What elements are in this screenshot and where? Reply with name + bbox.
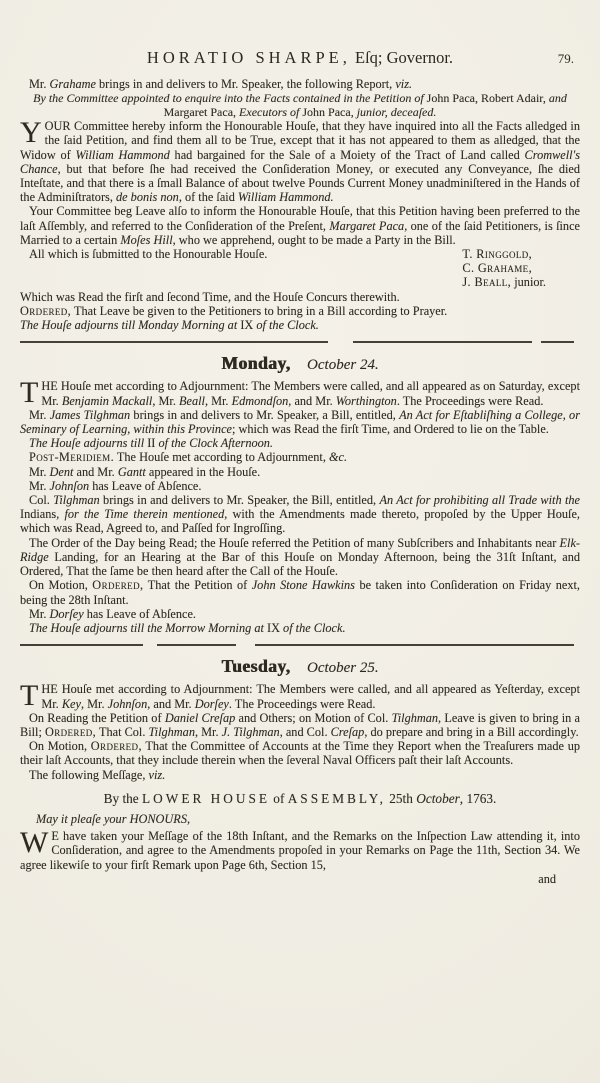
report-intro-line: Mr. Grahame brings in and delivers to Mr. Speaker, the following Report, viz.: [29, 77, 413, 91]
divider-segment: [353, 341, 532, 343]
honours-salutation: May it pleaſe your HONOURS,: [36, 811, 191, 826]
section-divider: [20, 341, 580, 345]
monday-johnson-leave: Mr. Johnſon has Leave of Abſence.: [29, 478, 202, 493]
section-divider: [20, 644, 580, 648]
submission-row: [20, 247, 580, 290]
page-content: [20, 77, 580, 886]
monday-opening: THE Houſe met according to Adjournment: The Members were called, and all appeared as on Saturday, except Mr. Benjamin Mackall, Mr. Beall, Mr. Edmondſon, and Mr. Worthington. The Proceedings were Read.: [20, 376, 580, 410]
page-title: HORATIO SHARPE, Eſq; Governor.: [146, 48, 454, 67]
tuesday-heading: [20, 656, 580, 677]
monday-adjourn-line: The Houſe adjourns till the Morrow Morning at IX of the Clock.: [29, 620, 346, 635]
monday-tilghman-bill: Mr. James Tilghman brings in and delivers to Mr. Speaker, a Bill, entitled, An Act for Eſtabliſhing a College, or Seminary of Learning, within this Province; which was Read the firſt Time, and Ordered to lie on the Table.: [20, 407, 580, 437]
monday-day-name: Monday,: [221, 353, 291, 374]
monday-adjourn-afternoon: The Houſe adjourns till II of the Clock Afternoon.: [29, 436, 274, 451]
monday-indian-trade-bill: Col. Tilghman brings in and delivers to Mr. Speaker, the Bill, entitled, An Act for prohibiting all Trade with the Indians, for the Time therein mentioned, with the Amendments made thereto, propoſed by the Upper Houſe, which was Read, Agreed to, and Paſſed for Ingroſſing.: [20, 493, 581, 536]
page-number: 79.: [557, 51, 574, 66]
divider-segment: [20, 341, 328, 343]
page-header: [0, 48, 600, 68]
signature-ringgold: T. Ringgold,: [462, 247, 533, 262]
monday-post-meridiem: Post-Meridiem. The Houſe met according to Adjournment, &c.: [29, 450, 348, 465]
tuesday-day-name: Tuesday,: [221, 656, 291, 677]
report-ordered-line: Ordered, That Leave be given to the Petitioners to bring in a Bill according to Prayer.: [20, 303, 448, 318]
monday-dorsey-leave: Mr. Dorſey has Leave of Abſence.: [29, 606, 196, 621]
tuesday-opening: THE Houſe met according to Adjournment: The Members were called, and all appeared as Yeſterday, except Mr. Key, Mr. Johnſon, and Mr. Dorſey. The Proceedings were Read.: [20, 679, 580, 713]
divider-segment: [20, 644, 143, 646]
tuesday-cresap-petition: On Reading the Petition of Daniel Creſap and Others; on Motion of Col. Tilghman, Leave is given to bring in a Bill; Ordered, That Col. Tilghman, Mr. J. Tilghman, and Col. Creſap, do prepare and bring in a Bill accordingly.: [20, 710, 580, 739]
monday-elkridge-petition: The Order of the Day being Read; the Houſe referred the Petition of many Subſcribers and Inhabitants near Elk-Ridge Landing, for an Hearing at the Bar of this Houſe on Monday Afternoon, being the 31ſt Inſtant, and Ordered, That the ſame be then heard after the Call of the Houſe.: [20, 535, 580, 579]
monday-date: October 24.: [307, 357, 379, 374]
signature-block: [462, 247, 580, 290]
report-adjourn-line: The Houſe adjourns till Monday Morning at IX of the Clock.: [20, 318, 319, 333]
monday-heading: [20, 353, 580, 374]
catchword: and: [538, 871, 556, 886]
tuesday-message-intro: The following Meſſage, viz.: [29, 767, 166, 782]
report-read-line: Which was Read the firſt and ſecond Time, and the Houſe Concurs therewith.: [20, 289, 400, 304]
signature-grahame: C. Grahame,: [462, 261, 533, 276]
assembly-byline: By the LOWER HOUSE of ASSEMBLY, 25th October, 1763.: [103, 790, 497, 806]
message-body: W E have taken your Meſſage of the 18th Inſtant, and the Remarks on the Inſpection Law attending it, into Conſideration, and agree to the Amendments propoſed in your Remarks on Page the 11th, Section 34. We agree likewiſe to your firſt Remark upon Page 6th, Section 15,: [20, 826, 580, 872]
divider-segment: [255, 644, 574, 646]
report-body: YOUR Committee hereby inform the Honourable Houſe, that they have inquired into all the Facts alledged in the ſaid Petition, and find them all to be True, except that it has not appeared to them as alledged, that the Widow of William Hammond had bargained for the Sale of a Moiety of the Tract of Land called Cromwell's Chance, but that before ſhe had received the Conſideration Money, or executed any Conveyance, ſhe died Inteſtate, and that there is a ſmall Balance of about twelve Pounds Current Money unadminiſtered in the Hands of the Adminiſtrators, de bonis non, of the ſaid William Hammond.: [20, 116, 581, 205]
submission-line: All which is ſubmitted to the Honourable Houſe.: [29, 247, 268, 262]
tuesday-date: October 25.: [306, 660, 379, 677]
report-second-paragraph: Your Committee beg Leave alſo to inform the Honourable Houſe, that this Petition having been preferred to the laſt Aſſembly, and referred to the Conſideration of the Preſent, Margaret Paca, one of the ſaid Petitioners, is ſince Married to a certain Moſes Hill, who we apprehend, ought to be made a Party in the Bill.: [20, 204, 580, 247]
monday-dent-gantt: Mr. Dent and Mr. Gantt appeared in the Houſe.: [29, 464, 261, 479]
committee-caption: By the Committee appointed to enquire into the Facts contained in the Petition of John Paca, Robert Adair, and Margaret Paca, Executors of John Paca, junior, deceaſed.: [33, 91, 567, 120]
tuesday-accounts-order: On Motion, Ordered, That the Committee of Accounts at the Time they Report when the Treaſurers made up their laſt Accounts, that they include therein when the ſeveral Naval Officers paſt their laſt Accounts.: [20, 739, 580, 768]
signature-beall: J. Beall, junior.: [462, 275, 546, 290]
divider-segment: [157, 644, 235, 646]
monday-hawkins-petition: On Motion, Ordered, That the Petition of John Stone Hawkins be taken into Conſideration on Friday next, being the 28th Inſtant.: [20, 578, 580, 607]
divider-segment: [541, 341, 575, 343]
